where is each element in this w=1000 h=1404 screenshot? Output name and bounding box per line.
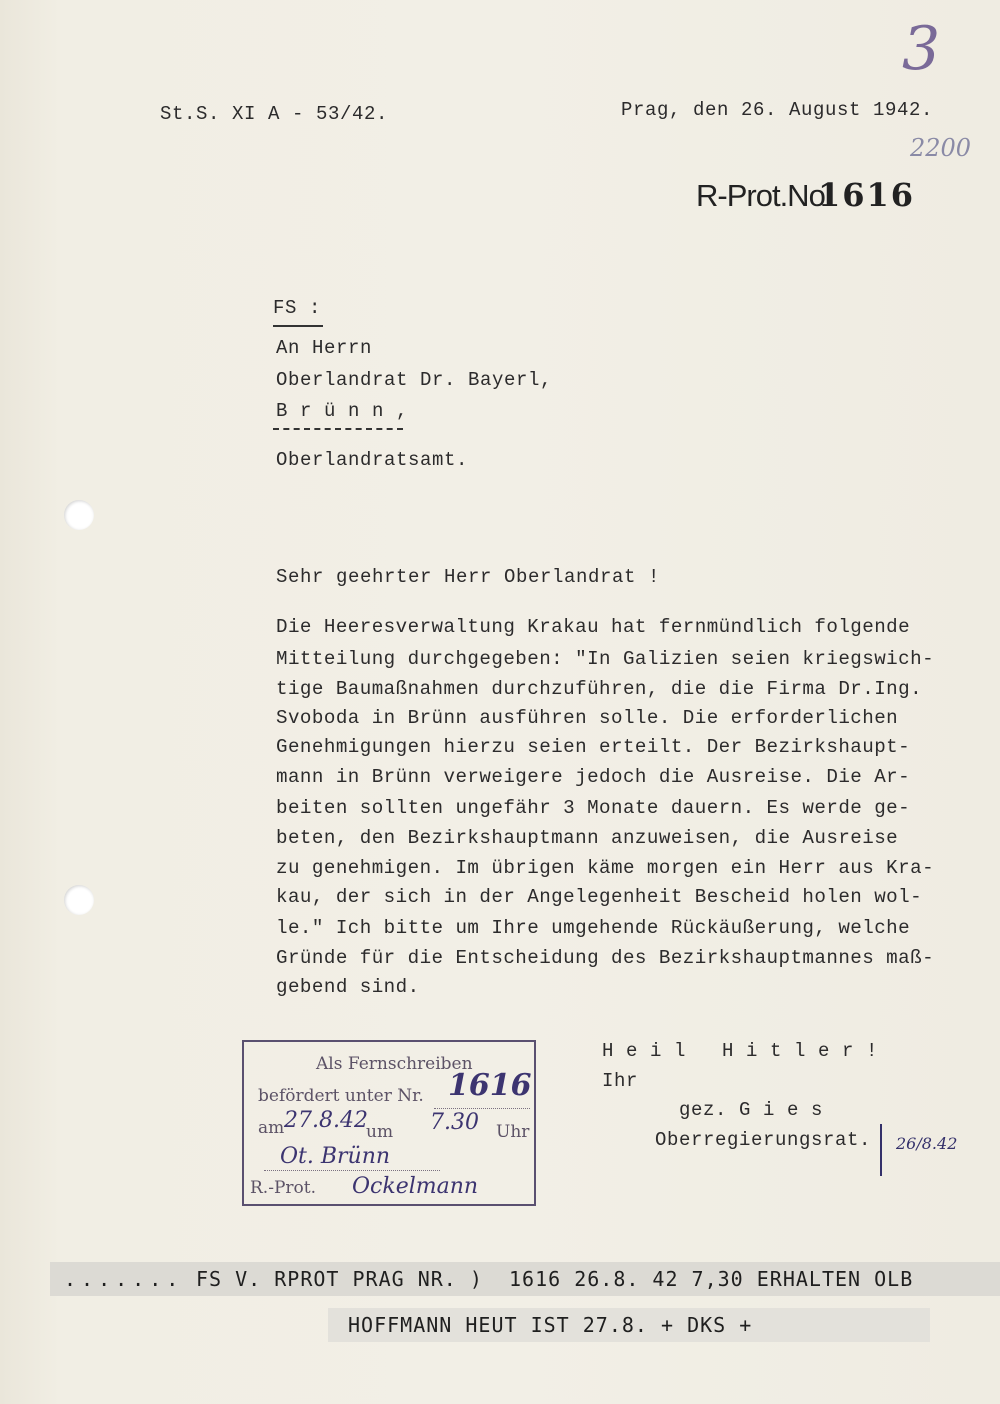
body-line: beten, den Bezirkshauptmann anzuweisen, die Ausreise bbox=[276, 827, 899, 849]
body-line: Genehmigungen hierzu seien erteilt. Der Bezirkshaupt- bbox=[276, 736, 911, 758]
address-line-2: Oberlandrat Dr. Bayerl, bbox=[276, 369, 553, 391]
reference-number: St.S. XI A - 53/42. bbox=[160, 103, 389, 125]
body-line: zu genehmigen. Im übrigen käme morgen ein Herr aus Kra- bbox=[276, 857, 935, 879]
telex-line-2: HOFFMANN HEUT IST 27.8. + DKS + bbox=[348, 1313, 753, 1337]
stamp-line-2-label: befördert unter Nr. bbox=[258, 1086, 424, 1106]
corner-page-number: 3 bbox=[902, 14, 941, 84]
stamp-date: 27.8.42 bbox=[284, 1108, 368, 1133]
stamp-number: 1616 bbox=[448, 1068, 532, 1103]
rprot-label: R-Prot.No. bbox=[696, 178, 833, 213]
closing-greeting: H e i l H i t l e r ! bbox=[602, 1040, 879, 1062]
stamp-line-3-um: um bbox=[366, 1122, 394, 1142]
punch-hole-top bbox=[64, 500, 94, 530]
telex-strip-2 bbox=[328, 1308, 930, 1342]
telex-line-1: FS V. RPROT PRAG NR. ) 1616 26.8. 42 7,30 ERHALTEN OLB bbox=[196, 1267, 914, 1291]
telex-stamp bbox=[242, 1040, 536, 1206]
initial-bracket bbox=[880, 1124, 888, 1176]
punch-hole-bottom bbox=[64, 885, 94, 915]
body-line: Die Heeresverwaltung Krakau hat fernmündlich folgende bbox=[276, 616, 911, 638]
stamp-line-5-label: R.-Prot. bbox=[250, 1178, 316, 1198]
address-line-4: Oberlandratsamt. bbox=[276, 449, 469, 471]
date-line: Prag, den 26. August 1942. bbox=[621, 99, 934, 121]
city-underline bbox=[273, 428, 403, 430]
stamp-time: 7.30 bbox=[430, 1110, 479, 1135]
stamp-dotted-2 bbox=[264, 1170, 440, 1171]
fs-label: FS : bbox=[273, 297, 322, 319]
telex-line-1-leader: ....... bbox=[64, 1267, 184, 1291]
closing-title: Oberregierungsrat. bbox=[655, 1129, 872, 1151]
body-line: beiten sollten ungefähr 3 Monate dauern. Es werde ge- bbox=[276, 797, 911, 819]
body-line: Svoboda in Brünn ausführen solle. Die erforderlichen bbox=[276, 707, 899, 729]
body-line: Gründe für die Entscheidung des Bezirkshauptmannes maß- bbox=[276, 947, 935, 969]
corner-code: 2200 bbox=[910, 134, 972, 162]
body-line: Mitteilung durchgegeben: "In Galizien seien kriegswich- bbox=[276, 648, 935, 670]
stamp-line-3-am: am bbox=[258, 1118, 285, 1138]
body-line: le." Ich bitte um Ihre umgehende Rückäußerung, welche bbox=[276, 917, 911, 939]
body-line: gebend sind. bbox=[276, 976, 420, 998]
rprot-number: 1616 bbox=[818, 176, 916, 214]
body-line: tige Baumaßnahmen durchzuführen, die die Firma Dr.Ing. bbox=[276, 678, 923, 700]
body-line: mann in Brünn verweigere jedoch die Ausreise. Die Ar- bbox=[276, 766, 911, 788]
telex-strip-1 bbox=[50, 1262, 1000, 1296]
stamp-office: Ot. Brünn bbox=[280, 1144, 391, 1169]
stamp-line-1: Als Fernschreiben bbox=[316, 1054, 473, 1074]
salutation: Sehr geehrter Herr Oberlandrat ! bbox=[276, 566, 661, 588]
body-line: kau, der sich in der Angelegenheit Bescheid holen wol- bbox=[276, 886, 923, 908]
stamp-line-3-uhr: Uhr bbox=[496, 1122, 530, 1142]
initial-date: 26/8.42 bbox=[896, 1134, 958, 1153]
closing-signed: gez. G i e s bbox=[679, 1099, 824, 1121]
fs-underline bbox=[273, 325, 323, 327]
address-line-1: An Herrn bbox=[276, 337, 373, 359]
closing-ihr: Ihr bbox=[602, 1070, 639, 1092]
address-line-3: B r ü n n , bbox=[276, 400, 409, 422]
stamp-operator: Ockelmann bbox=[352, 1174, 479, 1199]
stamp-dotted-1 bbox=[434, 1108, 530, 1109]
